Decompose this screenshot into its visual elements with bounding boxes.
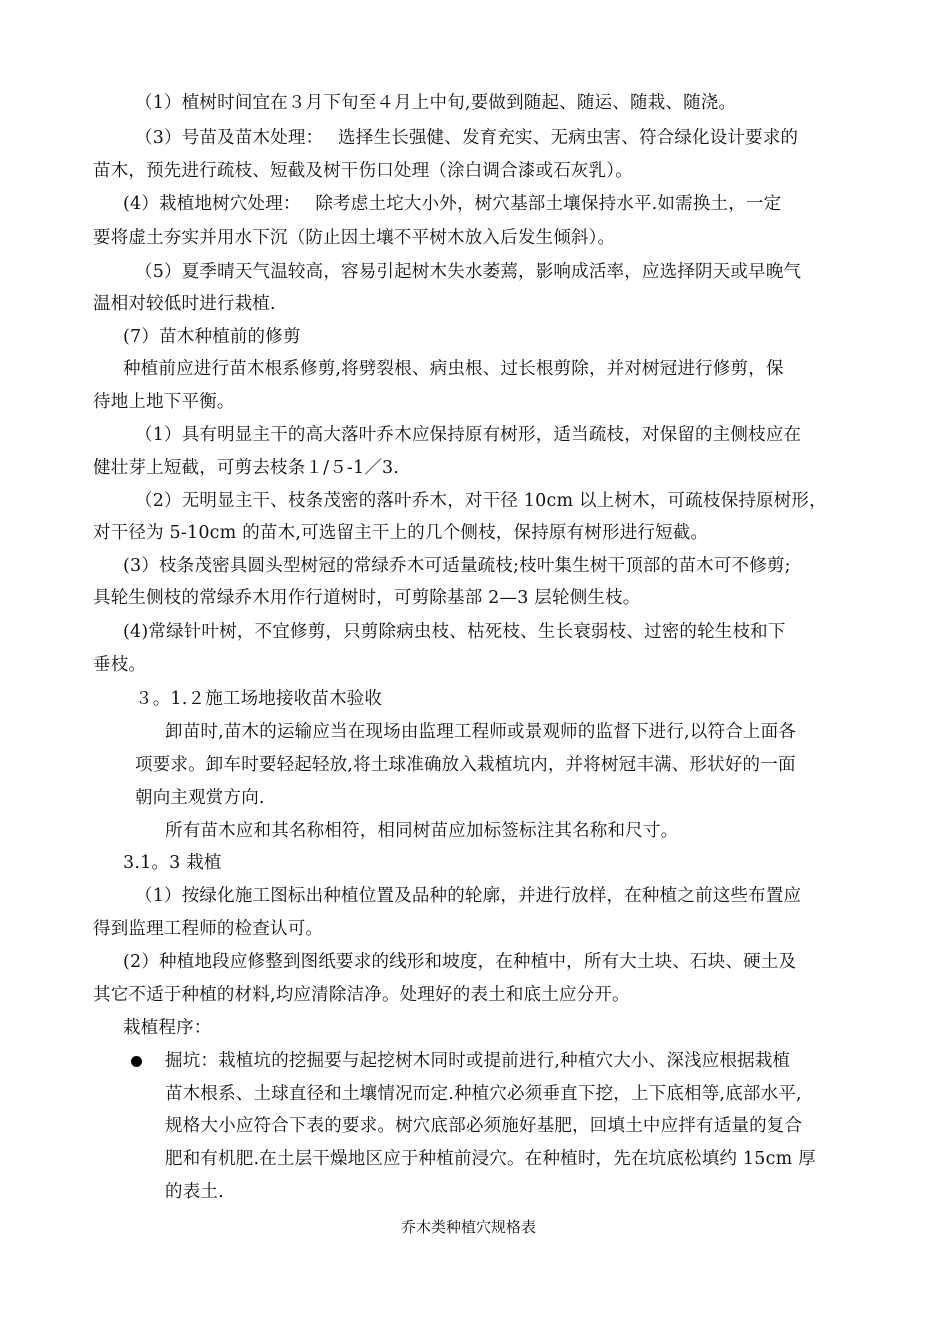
text-line: (2）种植地段应修整到图纸要求的线形和坡度，在种植中，所有大土块、石块、硬土及 [123,952,797,972]
bullet-icon [131,1056,142,1067]
text-line: 要将虚土夯实并用水下沉（防止因土壤不平树木放入后发生倾斜）。 [93,228,616,248]
text-line: 具轮生侧枝的常绿乔木用作行道树时，可剪除基部 2—3 层轮侧生枝。 [93,588,641,608]
text-line: (3）枝条茂密具圆头型树冠的常绿乔木可适量疏枝;枝叶集生树干顶部的苗木可不修剪; [123,556,791,576]
text-line: 栽植程序： [123,1018,212,1038]
text-line: (7）苗木种植前的修剪 [123,327,301,347]
text-line: 掘坑：栽植坑的挖掘要与起挖树木同时或提前进行,种植穴大小、深浅应根据栽植 [165,1051,791,1071]
section-heading: 3.1。3 栽植 [123,853,222,873]
text-line: 得到监理工程师的检查认可。 [93,919,324,939]
text-line: 垂枝。 [93,655,147,675]
text-line: 卸苗时,苗木的运输应当在现场由监理工程师或景观师的监督下进行,以符合上面各 [165,722,797,742]
text-line: （1）植树时间宜在３月下旬至４月上中旬,要做到随起、随运、随栽、随浇。 [135,93,737,113]
text-line: 健壮芽上短截，可剪去枝条１/５-1／3. [93,458,400,478]
text-line: 项要求。卸车时要轻起轻放,将土球准确放入栽植坑内，并将树冠丰满、形状好的一面 [135,755,796,775]
text-line: 种植前应进行苗木根系修剪,将劈裂根、病虫根、过长根剪除，并对树冠进行修剪，保 [123,359,784,379]
text-line: (4)常绿针叶树，不宜修剪，只剪除病虫枝、枯死枝、生长衰弱枝、过密的轮生枝和下 [123,622,786,642]
text-line: 待地上地下平衡。 [93,392,235,412]
text-line: （1）按绿化施工图标出种植位置及品种的轮廓，并进行放样，在种植之前这些布置应 [135,886,802,906]
text-line: 苗木，预先进行疏枝、短截及树干伤口处理（涂白调合漆或石灰乳）。 [93,161,633,181]
text-line: （2）无明显主干、枝条茂密的落叶乔木，对干径 10cm 以上树木，可疏枝保持原树形， [135,491,827,511]
text-line: （3）号苗及苗木处理： 选择生长强健、发育充实、无病虫害、符合绿化设计要求的 [135,128,799,148]
text-line: 其它不适于种植的材料,均应清除洁净。处理好的表土和底土应分开。 [93,985,630,1005]
text-line: 朝向主观赏方向. [135,788,265,808]
text-line: 苗木根系、土球直径和土壤情况而定.种植穴必须垂直下挖，上下底相等,底部水平, [165,1084,802,1104]
section-heading: ３。1.２施工场地接收苗木验收 [135,689,383,709]
text-line: 的表土. [165,1182,224,1202]
text-line: （1）具有明显主干的高大落叶乔木应保持原有树形，适当疏枝，对保留的主侧枝应在 [135,425,802,445]
text-line: 温相对较低时进行栽植. [93,294,276,314]
text-line: （5）夏季晴天气温较高，容易引起树木失水萎蔫，影响成活率，应选择阴天或早晚气 [135,262,802,282]
table-caption: 乔木类种植穴规格表 [401,1218,537,1236]
text-line: 对干径为 5-10cm 的苗木,可选留主干上的几个侧枝，保持原有树形进行短截。 [93,523,709,543]
text-line: 肥和有机肥.在土层干燥地区应于种植前浸穴。在种植时，先在坑底松填约 15cm 厚 [165,1149,816,1169]
text-line: (4）栽植地树穴处理： 除考虑土坨大小外，树穴基部土壤保持水平.如需换土，一定 [123,194,782,214]
text-line: 规格大小应符合下表的要求。树穴底部必须施好基肥，回填土中应拌有适量的复合 [165,1116,803,1136]
text-line: 所有苗木应和其名称相符，相同树苗应加标签标注其名称和尺寸。 [165,821,679,841]
